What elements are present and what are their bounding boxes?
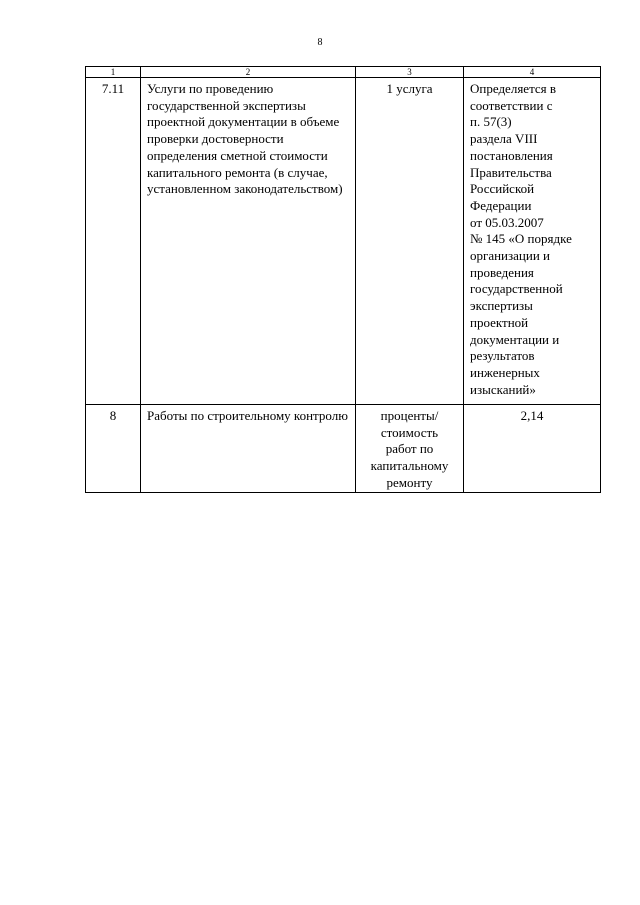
unit-line: проценты/ bbox=[380, 408, 439, 423]
unit-line: работ по bbox=[385, 441, 434, 457]
value-line: проектной bbox=[470, 314, 529, 330]
value-line: от 05.03.2007 bbox=[470, 214, 544, 230]
unit-cell: 1 услуга bbox=[356, 78, 464, 405]
column-header-4: 4 bbox=[464, 67, 601, 78]
value-line: документации и bbox=[470, 331, 560, 347]
column-header-3: 3 bbox=[356, 67, 464, 78]
value-line: Определяется в bbox=[470, 81, 557, 96]
value-line: проведения bbox=[470, 264, 534, 280]
value-cell bbox=[464, 78, 601, 405]
value-line: организации и bbox=[470, 248, 550, 264]
works-table bbox=[85, 66, 601, 493]
unit-line: стоимость bbox=[380, 424, 439, 440]
value-line: инженерных bbox=[470, 364, 540, 380]
value-line: раздела VIII bbox=[470, 131, 538, 147]
value-line: изысканий» bbox=[470, 381, 536, 397]
column-header-1: 1 bbox=[86, 67, 141, 78]
table-row bbox=[86, 405, 601, 493]
work-name: Работы по строительному контролю bbox=[141, 405, 356, 493]
value-line: Правительства bbox=[470, 164, 552, 180]
value-line: Российской bbox=[470, 181, 535, 197]
value-line: результатов bbox=[470, 348, 535, 364]
row-number: 8 bbox=[86, 405, 141, 493]
page-number: 8 bbox=[317, 37, 323, 48]
value-line: № 145 «О порядке bbox=[470, 231, 572, 247]
row-number: 7.11 bbox=[86, 78, 141, 405]
value-cell: 2,14 bbox=[464, 405, 601, 493]
unit-line: ремонту bbox=[386, 474, 433, 490]
value-line: постановления bbox=[470, 147, 553, 163]
value-line: Федерации bbox=[470, 197, 532, 213]
unit-line: капитальному bbox=[370, 458, 449, 474]
value-line: экспертизы bbox=[470, 298, 533, 314]
value-line: п. 57(3) bbox=[470, 114, 512, 130]
column-header-2: 2 bbox=[141, 67, 356, 78]
unit-cell bbox=[356, 405, 464, 493]
value-line: государственной bbox=[470, 281, 563, 297]
table-row bbox=[86, 78, 601, 405]
work-name: Услуги по проведению государственной экспертизы проектной документации в объеме проверки достоверности определения сметной стоимости капитального ремонта (в случае, установленном законодательством) bbox=[141, 78, 356, 405]
value-line: соответствии с bbox=[470, 97, 553, 113]
header-row bbox=[86, 67, 601, 78]
